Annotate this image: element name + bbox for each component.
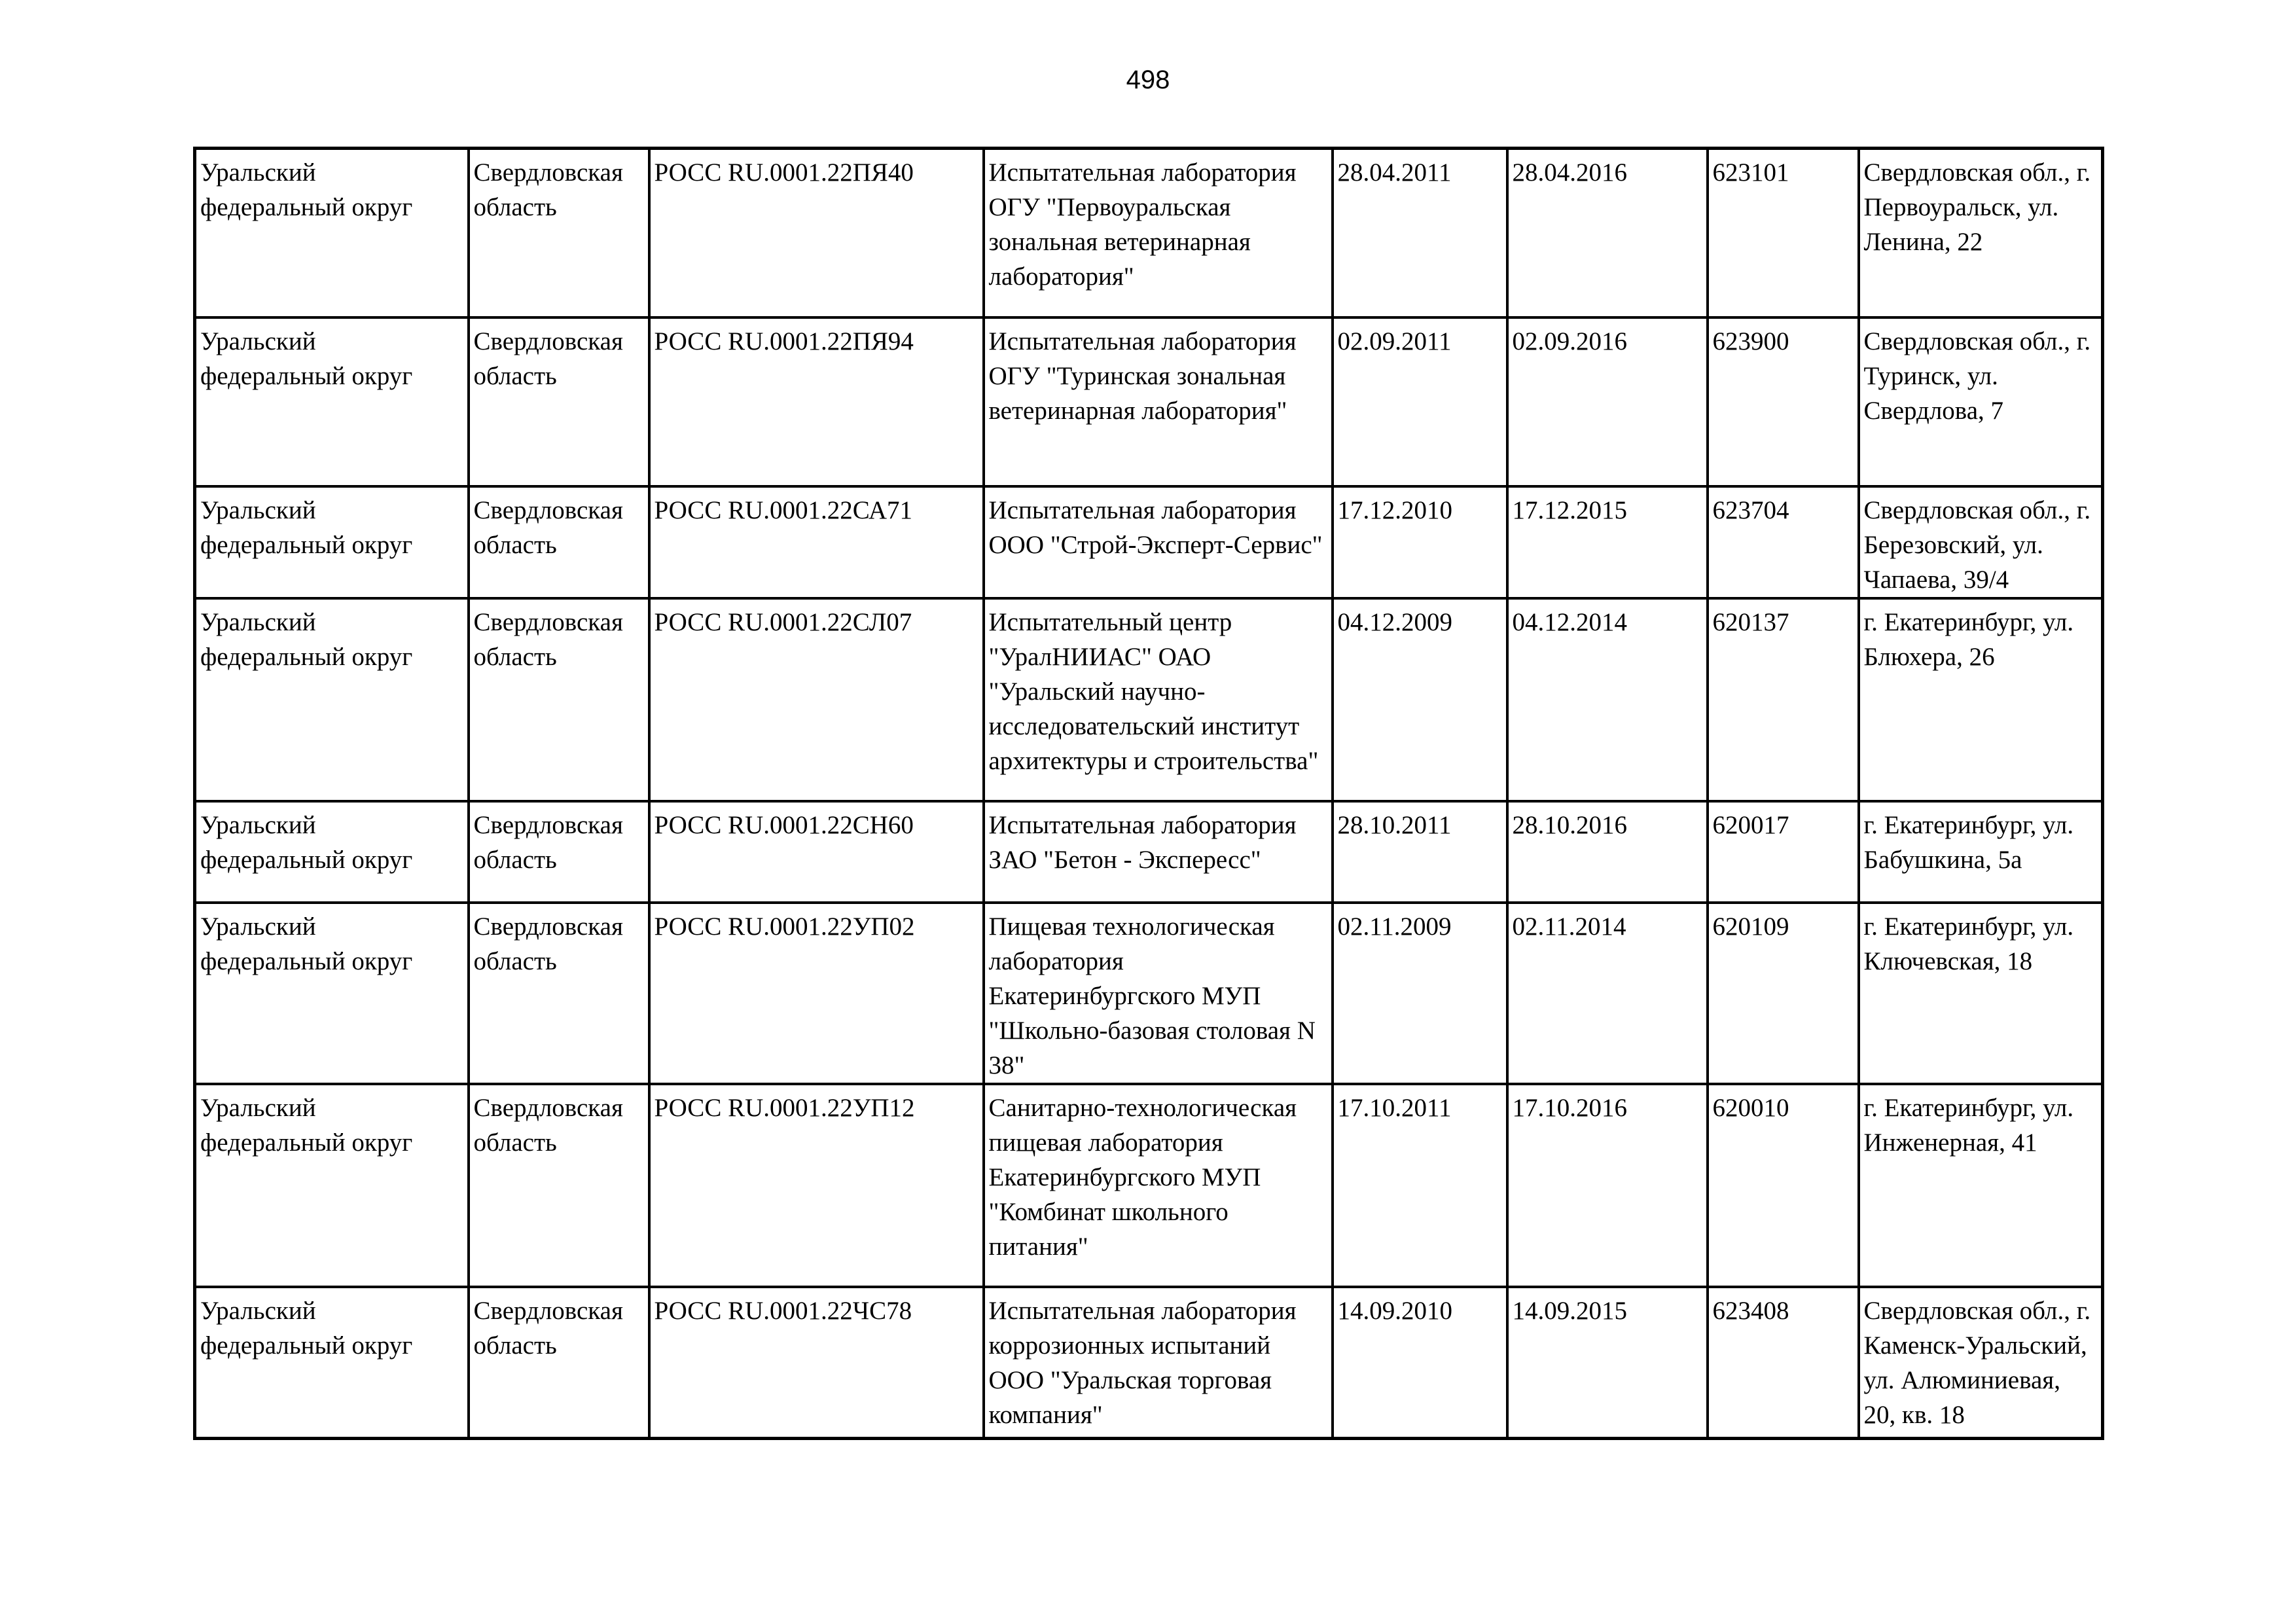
table-row: [195, 317, 2103, 486]
district-cell: Уральский федеральный округ: [195, 317, 469, 486]
page-number: 498: [1126, 65, 1170, 94]
date-to-cell: 04.12.2014: [1507, 598, 1708, 801]
region-cell: Свердловская область: [469, 1084, 649, 1287]
district-cell: Уральский федеральный округ: [195, 801, 469, 903]
region-cell: Свердловская область: [469, 801, 649, 903]
reg-number-cell: РОСС RU.0001.22ПЯ40: [649, 149, 984, 317]
lab-name-cell: Испытательная лаборатория ООО "Строй-Эксперт-Сервис": [984, 486, 1333, 598]
postal-index-cell: 623704: [1708, 486, 1859, 598]
reg-number-cell: РОСС RU.0001.22УП02: [649, 903, 984, 1084]
district-cell: Уральский федеральный округ: [195, 598, 469, 801]
address-cell: Свердловская обл., г. Каменск-Уральский, ул. Алюминиевая, 20, кв. 18: [1859, 1287, 2103, 1439]
reg-number-cell: РОСС RU.0001.22ЧС78: [649, 1287, 984, 1439]
table-row: [195, 598, 2103, 801]
registry-table: [193, 147, 2104, 1440]
date-from-cell: 14.09.2010: [1333, 1287, 1507, 1439]
table-row: [195, 1084, 2103, 1287]
lab-name-cell: Испытательная лаборатория ЗАО "Бетон - Экспересс": [984, 801, 1333, 903]
region-cell: Свердловская область: [469, 903, 649, 1084]
date-from-cell: 28.04.2011: [1333, 149, 1507, 317]
lab-name-cell: Санитарно-технологическая пищевая лаборатория Екатеринбургского МУП "Комбинат школьного питания": [984, 1084, 1333, 1287]
date-from-cell: 04.12.2009: [1333, 598, 1507, 801]
reg-number-cell: РОСС RU.0001.22СН60: [649, 801, 984, 903]
date-from-cell: 17.12.2010: [1333, 486, 1507, 598]
lab-name-cell: Испытательная лаборатория коррозионных испытаний ООО "Уральская торговая компания": [984, 1287, 1333, 1439]
address-cell: г. Екатеринбург, ул. Бабушкина, 5а: [1859, 801, 2103, 903]
date-to-cell: 02.11.2014: [1507, 903, 1708, 1084]
date-from-cell: 28.10.2011: [1333, 801, 1507, 903]
reg-number-cell: РОСС RU.0001.22ПЯ94: [649, 317, 984, 486]
postal-index-cell: 620017: [1708, 801, 1859, 903]
date-to-cell: 17.12.2015: [1507, 486, 1708, 598]
date-to-cell: 14.09.2015: [1507, 1287, 1708, 1439]
lab-name-cell: Испытательная лаборатория ОГУ "Туринская зональная ветеринарная лаборатория": [984, 317, 1333, 486]
address-cell: Свердловская обл., г. Березовский, ул. Чапаева, 39/4: [1859, 486, 2103, 598]
table-row: [195, 801, 2103, 903]
lab-name-cell: Испытательная лаборатория ОГУ "Первоуральская зональная ветеринарная лаборатория": [984, 149, 1333, 317]
address-cell: г. Екатеринбург, ул. Инженерная, 41: [1859, 1084, 2103, 1287]
postal-index-cell: 620137: [1708, 598, 1859, 801]
table-row: [195, 149, 2103, 317]
postal-index-cell: 620109: [1708, 903, 1859, 1084]
date-from-cell: 17.10.2011: [1333, 1084, 1507, 1287]
date-from-cell: 02.11.2009: [1333, 903, 1507, 1084]
lab-name-cell: Пищевая технологическая лаборатория Екатеринбургского МУП "Школьно-базовая столовая N 38": [984, 903, 1333, 1084]
postal-index-cell: 623101: [1708, 149, 1859, 317]
reg-number-cell: РОСС RU.0001.22СЛ07: [649, 598, 984, 801]
address-cell: г. Екатеринбург, ул. Ключевская, 18: [1859, 903, 2103, 1084]
region-cell: Свердловская область: [469, 1287, 649, 1439]
district-cell: Уральский федеральный округ: [195, 1084, 469, 1287]
reg-number-cell: РОСС RU.0001.22СА71: [649, 486, 984, 598]
region-cell: Свердловская область: [469, 486, 649, 598]
region-cell: Свердловская область: [469, 149, 649, 317]
date-to-cell: 28.10.2016: [1507, 801, 1708, 903]
region-cell: Свердловская область: [469, 317, 649, 486]
date-to-cell: 28.04.2016: [1507, 149, 1708, 317]
date-to-cell: 17.10.2016: [1507, 1084, 1708, 1287]
date-from-cell: 02.09.2011: [1333, 317, 1507, 486]
address-cell: Свердловская обл., г. Туринск, ул. Свердлова, 7: [1859, 317, 2103, 486]
reg-number-cell: РОСС RU.0001.22УП12: [649, 1084, 984, 1287]
postal-index-cell: 623900: [1708, 317, 1859, 486]
date-to-cell: 02.09.2016: [1507, 317, 1708, 486]
district-cell: Уральский федеральный округ: [195, 486, 469, 598]
table-row: [195, 1287, 2103, 1439]
region-cell: Свердловская область: [469, 598, 649, 801]
postal-index-cell: 620010: [1708, 1084, 1859, 1287]
table-row: [195, 486, 2103, 598]
table-row: [195, 903, 2103, 1084]
address-cell: Свердловская обл., г. Первоуральск, ул. Ленина, 22: [1859, 149, 2103, 317]
district-cell: Уральский федеральный округ: [195, 1287, 469, 1439]
address-cell: г. Екатеринбург, ул. Блюхера, 26: [1859, 598, 2103, 801]
district-cell: Уральский федеральный округ: [195, 149, 469, 317]
lab-name-cell: Испытательный центр "УралНИИАС" ОАО "Уральский научно-исследовательский институт архитектуры и строительства": [984, 598, 1333, 801]
postal-index-cell: 623408: [1708, 1287, 1859, 1439]
district-cell: Уральский федеральный округ: [195, 903, 469, 1084]
